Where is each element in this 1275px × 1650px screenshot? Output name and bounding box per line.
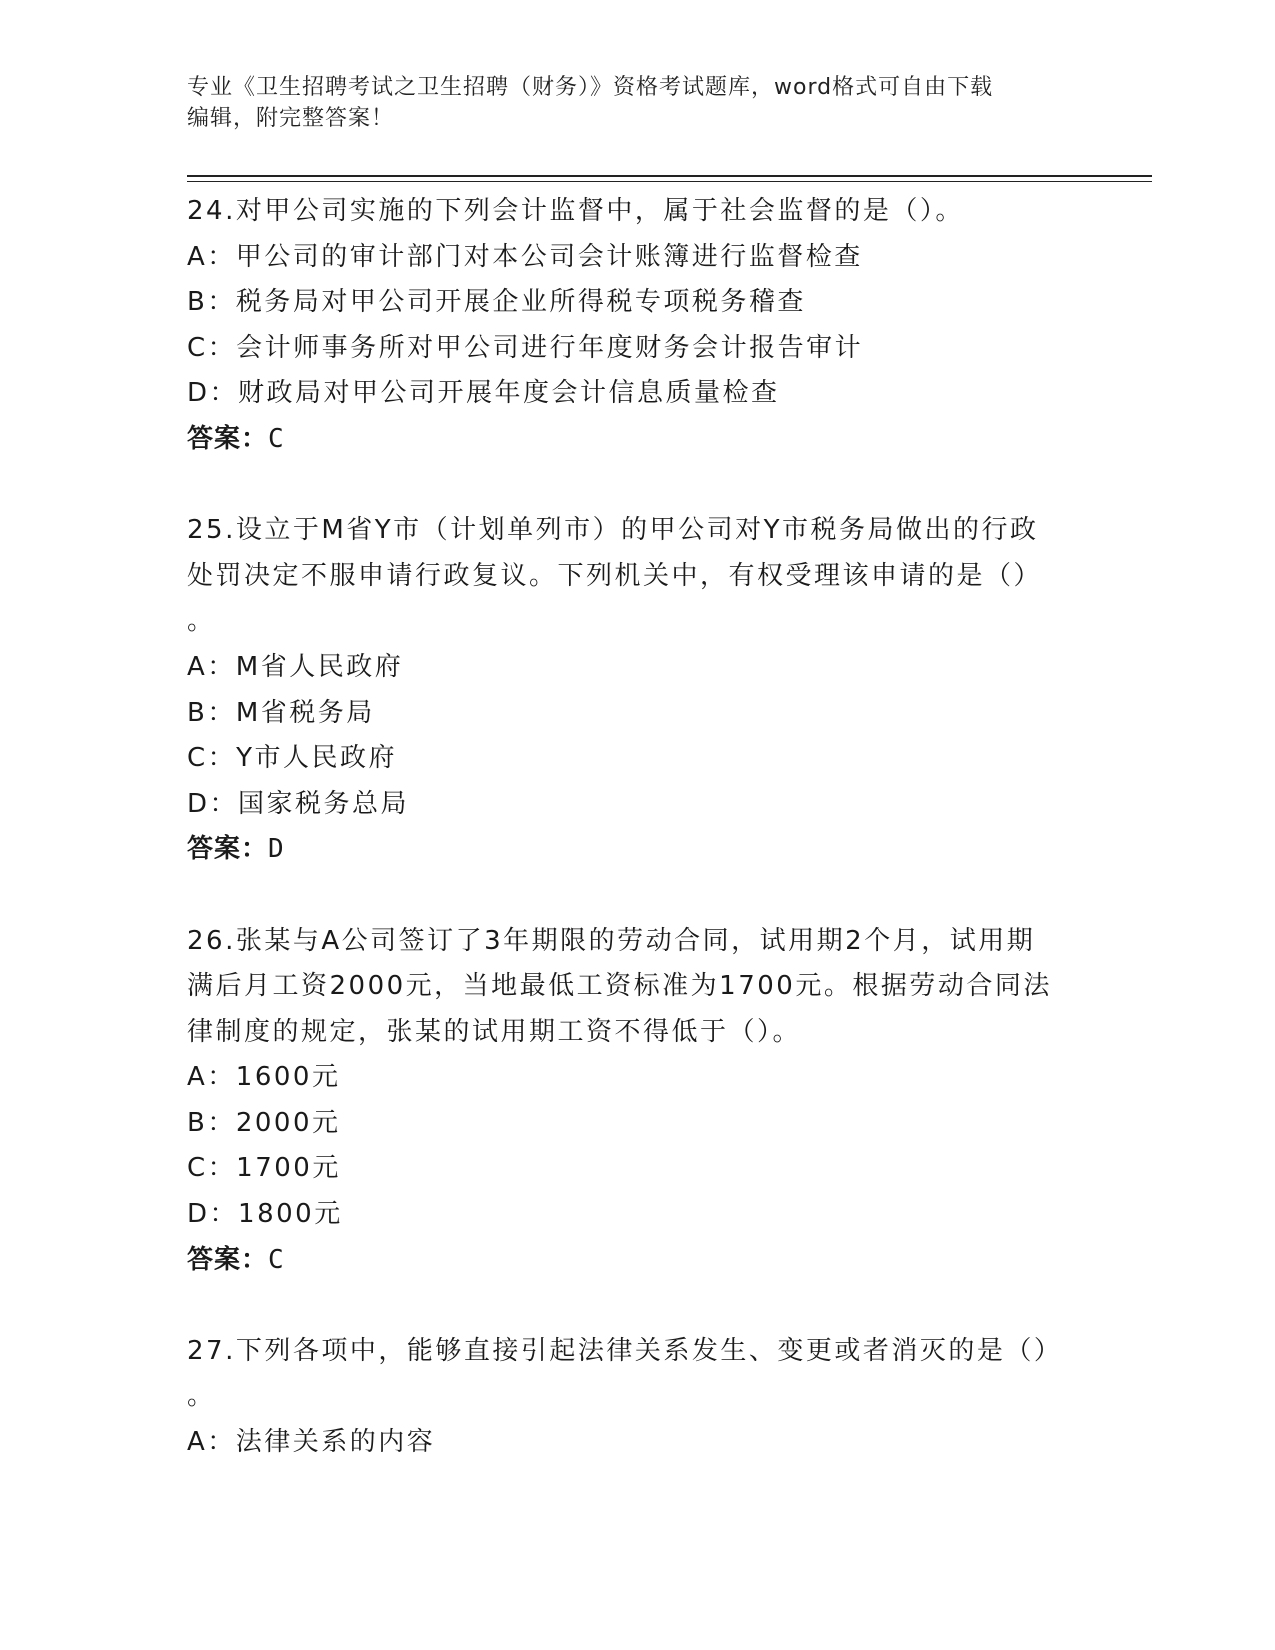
question-stem: 24.对甲公司实施的下列会计监督中，属于社会监督的是（）。 (187, 196, 964, 226)
option-a: A：M省人民政府 (187, 651, 404, 682)
question-spacer (187, 873, 1087, 919)
answer-value: C (268, 1244, 285, 1275)
option-d: D：国家税务总局 (187, 788, 410, 819)
option-c: C：会计师事务所对甲公司进行年度财务会计报告审计 (187, 332, 864, 363)
answer-label: 答案： (187, 1244, 269, 1275)
document-header (187, 72, 1087, 134)
option-c: C：Y市人民政府 (187, 743, 398, 774)
answer (187, 1238, 1087, 1284)
question-stem: 处罚决定不服申请行政复议。下列机关中，有权受理该申请的是（） (187, 560, 1043, 591)
answer (187, 417, 1087, 463)
question-stem: 。 (187, 1381, 216, 1412)
option-d: D：财政局对甲公司开展年度会计信息质量检查 (187, 378, 780, 409)
answer-value: C (268, 423, 285, 454)
header-line-1: 专业《卫生招聘考试之卫生招聘（财务）》资格考试题库，word格式可自由下载 (187, 75, 994, 100)
question-spacer (187, 463, 1087, 509)
question-stem: 。 (187, 606, 216, 637)
option-c: C：1700元 (187, 1153, 341, 1184)
header-line-2: 编辑，附完整答案！ (187, 106, 395, 131)
answer-value: D (268, 834, 285, 865)
question-27 (187, 1329, 1087, 1466)
option-a: A：甲公司的审计部门对本公司会计账簿进行监督检查 (187, 241, 863, 272)
header-divider-thick (187, 175, 1152, 177)
question-25 (187, 508, 1087, 873)
option-b: B：M省税务局 (187, 697, 375, 728)
question-stem: 满后月工资2000元，当地最低工资标准为1700元。根据劳动合同法 (187, 971, 1052, 1002)
question-stem: 26.张某与A公司签订了3年期限的劳动合同，试用期2个月，试用期 (187, 925, 1036, 956)
option-b: B：2000元 (187, 1107, 341, 1138)
answer-label: 答案： (187, 834, 269, 865)
answer-label: 答案： (187, 423, 269, 454)
answer (187, 827, 1087, 873)
option-a: A：1600元 (187, 1062, 341, 1093)
question-stem: 27.下列各项中，能够直接引起法律关系发生、变更或者消灭的是（） (187, 1335, 1063, 1366)
question-24 (187, 189, 1087, 463)
question-list (187, 189, 1087, 1466)
option-b: B：税务局对甲公司开展企业所得税专项税务稽查 (187, 287, 806, 318)
option-d: D：1800元 (187, 1199, 343, 1230)
question-stem: 律制度的规定，张某的试用期工资不得低于（）。 (187, 1016, 802, 1047)
option-a: A：法律关系的内容 (187, 1427, 436, 1458)
question-stem: 25.设立于M省Y市（计划单列市）的甲公司对Y市税务局做出的行政 (187, 515, 1039, 546)
question-spacer (187, 1283, 1087, 1329)
header-divider-thin (187, 181, 1152, 182)
question-26 (187, 919, 1087, 1284)
